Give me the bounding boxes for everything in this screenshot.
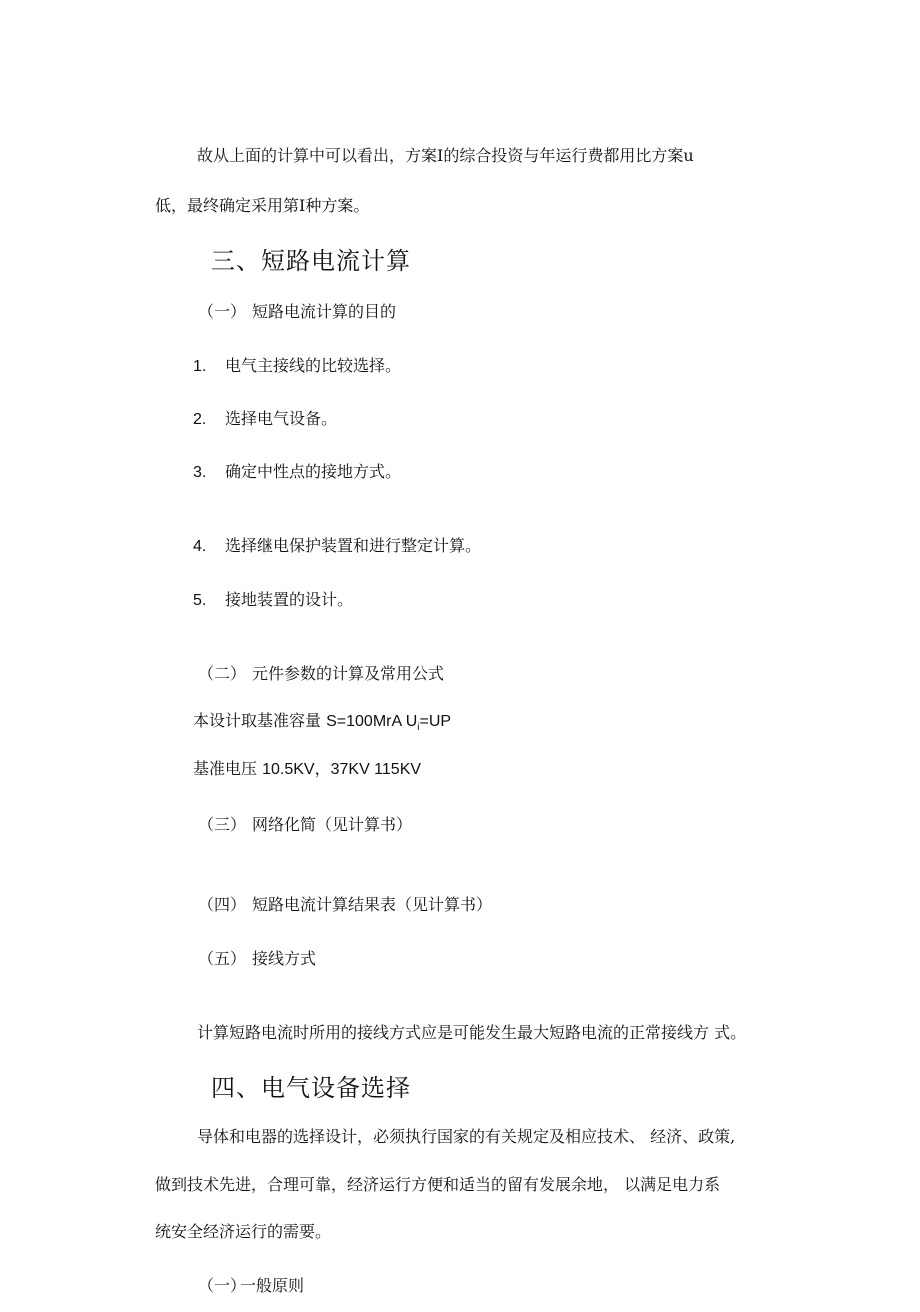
subsection-title: 接线方式 bbox=[252, 949, 317, 968]
subsection-label: （四） bbox=[198, 895, 247, 914]
subsection-heading bbox=[198, 815, 412, 835]
subsection-title: 网络化简（见计算书） bbox=[252, 815, 413, 834]
list-item-text: 选择继电保护装置和进行整定计算。 bbox=[225, 536, 482, 555]
subsection-heading bbox=[198, 895, 492, 915]
list-item bbox=[193, 356, 401, 377]
subsection-label: （二） bbox=[198, 664, 247, 683]
base-capacity-value: S=100MrA $U_i=UP$ bbox=[326, 713, 452, 734]
paragraph-line: 做到技术先进，合理可靠，经济运行方便和适当的留有发展余地， 以满足电力系 bbox=[155, 1175, 721, 1194]
subsection-heading bbox=[198, 302, 396, 322]
list-item-number: 2. bbox=[193, 411, 207, 428]
list-item-text: 确定中性点的接地方式。 bbox=[225, 462, 402, 481]
paragraph-line: 计算短路电流时所用的接线方式应是可能发生最大短路电流的正常接线方 式。 bbox=[197, 1023, 747, 1042]
list-item-number: 4. bbox=[193, 538, 207, 555]
subsection-label: （一） bbox=[198, 302, 247, 321]
subsection-heading bbox=[198, 949, 316, 969]
list-item bbox=[193, 409, 337, 430]
subsection-title: 短路电流计算的目的 bbox=[252, 302, 397, 321]
list-item bbox=[193, 590, 353, 611]
section-heading-3: 三、短路电流计算 bbox=[211, 247, 411, 275]
subsection-heading bbox=[198, 1276, 304, 1296]
paragraph-line: 导体和电器的选择设计，必须执行国家的有关规定及相应技术、 经济、政策, bbox=[197, 1127, 736, 1146]
paragraph-line: 统安全经济运行的需要。 bbox=[155, 1222, 332, 1241]
subsection-label: （五） bbox=[198, 949, 247, 968]
section-heading-4: 四、电气设备选择 bbox=[211, 1074, 411, 1102]
base-voltage-label: 基准电压 bbox=[193, 759, 258, 778]
list-item bbox=[193, 536, 481, 557]
base-voltage-values: 10.5KV，37KV 115KV bbox=[262, 761, 422, 778]
list-item-number: 1. bbox=[193, 358, 207, 375]
base-voltage-line bbox=[193, 759, 421, 780]
list-item-text: 选择电气设备。 bbox=[225, 409, 338, 428]
subsection-title: 元件参数的计算及常用公式 bbox=[252, 664, 445, 683]
list-item bbox=[193, 462, 401, 483]
list-item-text: 电气主接线的比较选择。 bbox=[225, 356, 402, 375]
base-capacity-label: 本设计取基准容量 bbox=[193, 711, 322, 730]
subsection-title: 短路电流计算结果表（见计算书） bbox=[252, 895, 493, 914]
subsection-label: （一） bbox=[198, 1276, 247, 1295]
base-capacity-line bbox=[193, 711, 451, 738]
list-item-number: 5. bbox=[193, 592, 207, 609]
subsection-title: 一般原则 bbox=[240, 1276, 305, 1295]
subsection-heading bbox=[198, 664, 444, 684]
subsection-label: （三） bbox=[198, 815, 247, 834]
paragraph-line: 故从上面的计算中可以看出，方案I的综合投资与年运行费都用比方案u bbox=[197, 146, 694, 165]
list-item-text: 接地装置的设计。 bbox=[225, 590, 354, 609]
paragraph-line: 低，最终确定采用第I种方案。 bbox=[155, 196, 370, 215]
list-item-number: 3. bbox=[193, 464, 207, 481]
